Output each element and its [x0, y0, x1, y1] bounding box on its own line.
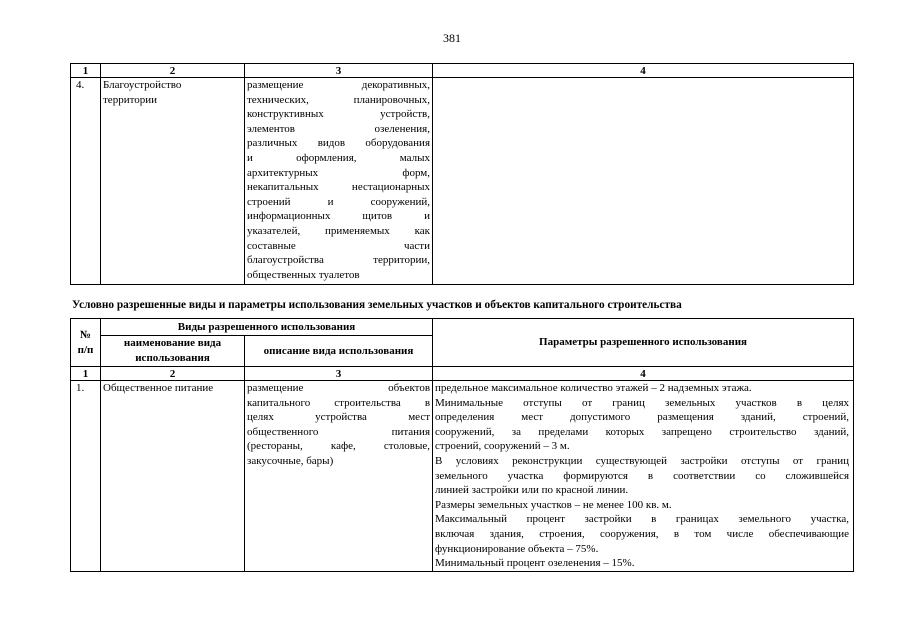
column-number: 3 — [245, 367, 433, 381]
header-number: № п/п — [71, 319, 101, 367]
column-number: 4 — [433, 367, 854, 381]
header-use-description: описание вида использования — [245, 336, 433, 367]
parameter-line: земельного участка формируются в соответствии со сложившейся — [435, 469, 850, 482]
description-line: элементов озеленения, — [247, 122, 430, 135]
description-line: технических, планировочных, — [247, 93, 430, 106]
description-line: указателей, применяемых как — [247, 224, 430, 237]
row-number: 4. — [71, 78, 101, 285]
parameter-line: линией застройки или по красной линии. — [435, 484, 629, 497]
use-name — [101, 78, 245, 285]
description-line: капитального строительства в — [247, 396, 431, 409]
column-number: 4 — [433, 64, 854, 78]
description-line: некапитальных нестационарных — [247, 181, 430, 194]
use-description — [245, 78, 433, 285]
parameter-line: определения мест допустимого размещения зданий, строений, — [435, 411, 850, 424]
description-line: общественного питания — [247, 425, 431, 438]
description-line: и оформления, малых — [247, 151, 430, 164]
parameter-line: Минимальные отступы от границ земельных участков в целях — [435, 396, 850, 409]
description-line: составные части — [247, 239, 430, 252]
parameter-line: строений, сооружений – 3 м. — [435, 440, 570, 453]
column-number: 1 — [71, 367, 101, 381]
description-line: общественных туалетов — [247, 268, 360, 281]
table-continued — [70, 63, 854, 285]
use-name: Общественное питание — [101, 381, 245, 572]
header-use-name: наименование вида использования — [101, 336, 245, 367]
column-number: 3 — [245, 64, 433, 78]
description-line: строений и сооружений, — [247, 195, 430, 208]
parameter-line: предельное максимальное количество этажей – 2 надземных этажа. — [435, 382, 752, 394]
table-row — [71, 381, 854, 572]
use-parameters — [433, 78, 854, 285]
table-column-numbers — [71, 64, 854, 78]
description-line: информационных щитов и — [247, 210, 430, 223]
page-number: 381 — [443, 31, 461, 45]
use-name-line: территории — [103, 93, 158, 106]
parameter-line: Максимальный процент застройки в границах земельного участка, — [435, 513, 850, 526]
description-line: размещение объектов — [247, 382, 431, 394]
description-line: благоустройства территории, — [247, 254, 430, 267]
description-line: конструктивных устройств, — [247, 108, 430, 121]
parameter-line: Размеры земельных участков – не менее 100 кв. м. — [435, 498, 672, 511]
parameter-line: В условиях реконструкции существующей застройки отступы от границ — [435, 454, 850, 467]
table-column-numbers — [71, 367, 854, 381]
description-line: архитектурных форм, — [247, 166, 430, 179]
header-use-types: Виды разрешенного использования — [101, 319, 433, 336]
use-name-line: Благоустройство — [103, 79, 182, 91]
parameter-line: сооружений, за пределами которых запрещено строительство зданий, — [435, 425, 850, 438]
table-row — [71, 78, 854, 285]
parameter-line: Минимальный процент озеленения – 15%. — [435, 557, 635, 570]
table-conditional-uses — [70, 318, 854, 572]
use-parameters — [433, 381, 854, 572]
parameter-line: функционирование объекта – 75%. — [435, 542, 599, 555]
header-parameters: Параметры разрешенного использования — [433, 319, 854, 367]
description-line: различных видов оборудования — [247, 137, 430, 150]
description-line: закусочные, бары) — [247, 454, 334, 467]
column-number: 2 — [101, 64, 245, 78]
section-heading: Условно разрешенные виды и параметры использования земельных участков и объектов капитального строительства — [72, 299, 682, 311]
description-line: целях устройства мест — [247, 411, 431, 424]
column-number: 2 — [101, 367, 245, 381]
description-line: размещение декоративных, — [247, 79, 430, 91]
use-description — [245, 381, 433, 572]
row-number: 1. — [71, 381, 101, 572]
description-line: (рестораны, кафе, столовые, — [247, 440, 431, 453]
parameter-line: включая здания, строения, сооружения, в том числе обеспечивающие — [435, 527, 850, 540]
column-number: 1 — [71, 64, 101, 78]
